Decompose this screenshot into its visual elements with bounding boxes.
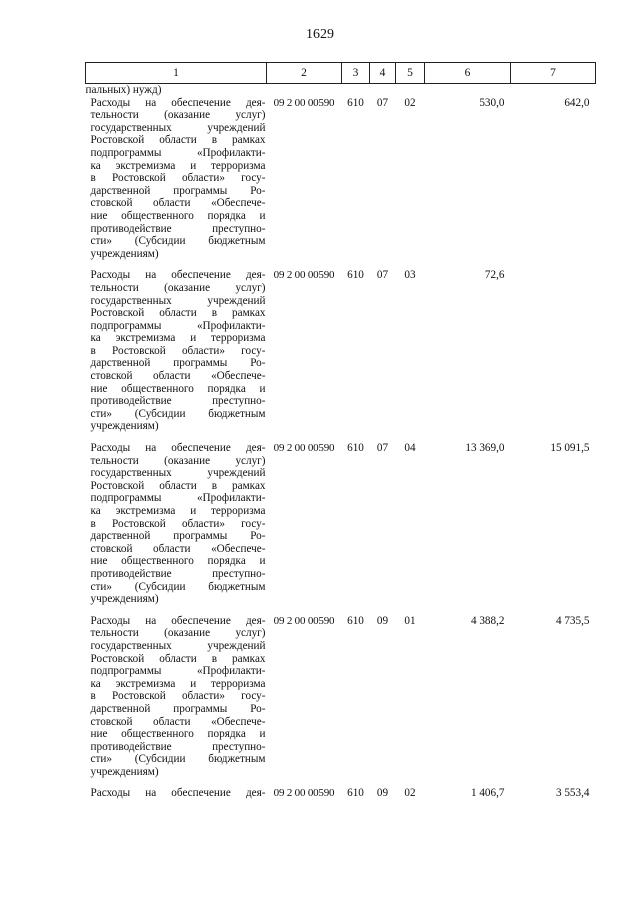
- row-rz: 07: [376, 96, 389, 109]
- description-line: тельности (оказание услуг): [90, 109, 266, 122]
- description-line: ка экстремизма и терроризма: [90, 159, 266, 172]
- description-line: государственных учреждений: [90, 294, 266, 307]
- description-line: Ростовской области в рамках: [90, 479, 266, 492]
- table-row: [86, 442, 596, 615]
- row-rz: 07: [376, 269, 389, 282]
- description-line: противодействие преступно-: [90, 395, 266, 408]
- row-code: 09 2 00 00590: [273, 96, 335, 109]
- row-code: 09 2 00 00590: [273, 787, 335, 800]
- col-header-2: 2: [267, 63, 342, 84]
- description-line: Ростовской области в рамках: [90, 307, 266, 320]
- table-row: [86, 787, 596, 809]
- continuation-row: [86, 84, 596, 97]
- description-line: ка экстремизма и терроризма: [90, 505, 266, 517]
- row-vr: 610: [347, 787, 364, 800]
- col-header-5: 5: [396, 63, 425, 84]
- row-pr: 04: [404, 442, 416, 455]
- description-line: подпрограммы «Профилакти-: [90, 319, 266, 332]
- description-line: Ростовской области в рамках: [90, 134, 266, 147]
- row-description: [86, 97, 267, 270]
- col-header-7: 7: [511, 63, 596, 84]
- description-line: государственных учреждений: [90, 467, 266, 480]
- description-line: тельности (оказание услуг): [90, 627, 266, 640]
- description-line: в Ростовской области» госу-: [90, 690, 266, 703]
- description-line: стовской области «Обеспече-: [90, 370, 266, 383]
- table-row: [86, 269, 596, 442]
- description-line: противодействие преступно-: [90, 222, 266, 235]
- description-line: в Ростовской области» госу-: [90, 172, 266, 185]
- header-row: [86, 63, 596, 84]
- description-line: Расходы на обеспечение дея-: [90, 96, 266, 109]
- description-line: сти» (Субсидии бюджетным: [90, 407, 266, 420]
- row-pr: 01: [404, 614, 416, 627]
- description-line: сти» (Субсидии бюджетным: [90, 580, 266, 593]
- row-pr: 03: [404, 269, 416, 282]
- row-pr: 02: [404, 96, 416, 109]
- row-rz: 09: [376, 787, 389, 800]
- description-line: ка экстремизма и терроризма: [90, 677, 266, 690]
- description-line: Расходы на обеспечение дея-: [90, 269, 266, 282]
- row-code: 09 2 00 00590: [273, 614, 335, 627]
- description-line: государственных учреждений: [90, 121, 266, 134]
- col-header-1: 1: [86, 63, 267, 84]
- description-line: стовской области «Обеспече-: [90, 542, 266, 555]
- description-line: Расходы на обеспечение дея-: [90, 442, 266, 455]
- row-code: 09 2 00 00590: [273, 442, 335, 455]
- description-line: подпрограммы «Профилакти-: [90, 665, 266, 678]
- description-line: тельности (оказание услуг): [90, 454, 266, 467]
- row-sum-2: 642,0: [564, 96, 590, 109]
- row-vr: 610: [347, 614, 364, 627]
- row-rz: 07: [376, 442, 389, 455]
- continuation-text: пальных) нужд): [85, 84, 162, 96]
- description-line: учреждениям): [90, 593, 159, 606]
- description-line: дарственной программы Ро-: [90, 357, 266, 370]
- description-line: учреждениям): [90, 247, 159, 260]
- row-pr: 02: [404, 787, 416, 800]
- row-description: [86, 269, 267, 442]
- row-description: [86, 442, 267, 615]
- table-row: [86, 615, 596, 788]
- description-line: подпрограммы «Профилакти-: [90, 492, 266, 505]
- row-sum-2: [511, 269, 596, 442]
- description-line: стовской области «Обеспече-: [90, 715, 266, 728]
- description-line: ка экстремизма и терроризма: [90, 332, 266, 345]
- row-vr: 610: [347, 96, 364, 109]
- description-line: Расходы на обеспечение дея-: [90, 787, 266, 800]
- description-line: ние общественного порядка и: [90, 382, 266, 395]
- row-sum-1: 1 406,7: [470, 787, 505, 800]
- description-line: стовской области «Обеспече-: [90, 197, 266, 210]
- description-line: ние общественного порядка и: [90, 555, 266, 568]
- row-sum-1: 72,6: [484, 269, 505, 282]
- description-line: сти» (Субсидии бюджетным: [90, 235, 266, 248]
- description-line: в Ростовской области» госу-: [90, 517, 266, 530]
- description-line: дарственной программы Ро-: [90, 702, 266, 715]
- description-line: учреждениям): [90, 765, 159, 778]
- description-line: ние общественного порядка и: [90, 209, 266, 222]
- description-line: противодействие преступно-: [90, 740, 266, 753]
- description-line: сти» (Субсидии бюджетным: [90, 753, 266, 766]
- description-line: противодействие преступно-: [90, 567, 266, 580]
- row-sum-1: 4 388,2: [470, 614, 505, 627]
- row-code: 09 2 00 00590: [273, 269, 335, 282]
- row-sum-2: 15 091,5: [550, 442, 590, 455]
- description-line: дарственной программы Ро-: [90, 530, 266, 543]
- row-rz: 09: [376, 614, 389, 627]
- description-line: тельности (оказание услуг): [90, 281, 266, 294]
- row-description: [86, 615, 267, 788]
- description-line: дарственной программы Ро-: [90, 184, 266, 197]
- row-sum-1: 530,0: [479, 96, 505, 109]
- col-header-6: 6: [425, 63, 511, 84]
- row-sum-2: 4 735,5: [555, 614, 590, 627]
- description-line: в Ростовской области» госу-: [90, 344, 266, 357]
- row-vr: 610: [347, 269, 364, 282]
- col-header-4: 4: [370, 63, 396, 84]
- budget-table: [85, 62, 596, 809]
- col-header-3: 3: [342, 63, 370, 84]
- row-sum-1: 13 369,0: [465, 442, 505, 455]
- description-line: государственных учреждений: [90, 639, 266, 652]
- table-row: [86, 97, 596, 270]
- description-line: ние общественного порядка и: [90, 728, 266, 741]
- description-line: Ростовской области в рамках: [90, 652, 266, 665]
- page-number: 1629: [306, 27, 334, 42]
- description-line: учреждениям): [90, 420, 159, 433]
- row-description: [86, 787, 267, 809]
- description-line: Расходы на обеспечение дея-: [90, 614, 266, 627]
- row-vr: 610: [347, 442, 364, 455]
- row-sum-2: 3 553,4: [555, 787, 590, 800]
- description-line: подпрограммы «Профилакти-: [90, 146, 266, 159]
